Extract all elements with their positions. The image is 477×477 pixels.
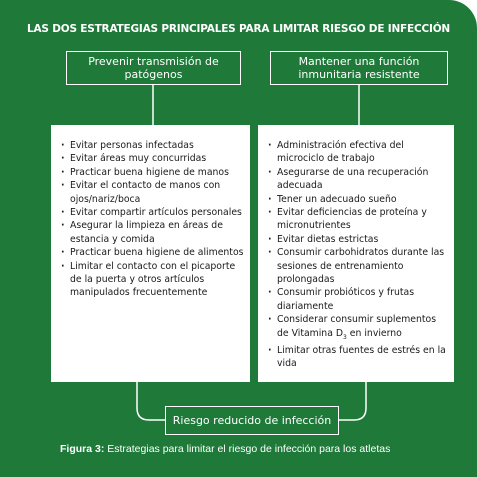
left-list-item-text: Practicar buena higiene de alimentos: [70, 247, 244, 259]
right-list-item-text: Evitar deficiencias de proteína y micronutrientes: [277, 207, 427, 232]
left-list-item-text: Evitar el contacto de manos con ojos/nariz/boca: [70, 180, 221, 205]
right-list-item: [268, 206, 448, 233]
left-list-item: [61, 260, 244, 300]
left-list-item-text: Evitar compartir artículos personales: [70, 207, 242, 219]
right-strategy-list: [268, 139, 448, 371]
right-list-item-text: Evitar dietas estrictas: [277, 233, 379, 245]
connector-right-bottom: [339, 382, 366, 420]
right-list-item-text: Administración efectiva del microciclo de trabajo: [277, 140, 404, 165]
left-list-item-text: Limitar el contacto con el picaporte de la puerta y otros artículos manipulados frecuentemente: [70, 260, 236, 299]
right-list-item: [268, 139, 448, 166]
right-list-item: [268, 286, 448, 313]
left-list-item-text: Practicar buena higiene de manos: [70, 166, 229, 178]
left-list-item: [61, 139, 244, 152]
left-list-item: [61, 219, 244, 246]
caption-text: Estrategias para limitar el riesgo de infección para los atletas: [104, 443, 391, 455]
right-list-item-text: Tener un adecuado sueño: [277, 193, 397, 205]
left-list-item: [61, 166, 244, 179]
connector-left-bottom: [137, 382, 165, 420]
left-list-item-text: Evitar áreas muy concurridas: [70, 153, 207, 165]
diagram-title: LAS DOS ESTRATEGIAS PRINCIPALES PARA LIMITAR RIESGO DE INFECCIÓN: [26, 23, 451, 35]
left-list-item-text: Evitar personas infectadas: [70, 140, 194, 151]
left-list-item-text: Asegurar la limpieza en áreas de estancia y comida: [70, 220, 223, 245]
list-prevent-transmission: [51, 125, 250, 382]
right-list-item: [268, 166, 448, 193]
vitamin-suffix: en invierno: [346, 327, 402, 339]
right-list-item-text: Consumir probióticos y frutas diariamente: [277, 287, 415, 312]
heading-immune-function: Mantener una función inmunitaria resistente: [270, 51, 448, 85]
list-immune-function: [258, 125, 454, 382]
left-list-item: [61, 246, 244, 259]
left-list-item: [61, 152, 244, 165]
left-list-item: [61, 179, 244, 206]
right-list-item: [268, 313, 448, 344]
right-list-item: [268, 344, 448, 371]
figure-caption: [60, 443, 460, 455]
left-strategy-list: [61, 139, 244, 300]
caption-label: Figura 3:: [60, 443, 105, 455]
right-list-item-text: Considerar consumir suplementos de Vitamina D: [277, 314, 437, 339]
left-list-item: [61, 206, 244, 219]
right-list-item: [268, 233, 448, 246]
right-list-item: [268, 246, 448, 286]
heading-prevent-transmission: Prevenir transmisión de patógenos: [66, 51, 241, 85]
result-reduced-risk: Riesgo reducido de infección: [165, 406, 339, 435]
right-list-item: [268, 193, 448, 206]
right-list-item-text: Asegurarse de una recuperación adecuada: [277, 166, 429, 192]
vitamin-subscript: 3: [343, 333, 347, 341]
right-list-item-text: Consumir carbohidratos durante las sesiones de entrenamiento prolongadas: [277, 247, 445, 286]
right-list-item-text: Limitar otras fuentes de estrés en la vida: [277, 344, 446, 370]
